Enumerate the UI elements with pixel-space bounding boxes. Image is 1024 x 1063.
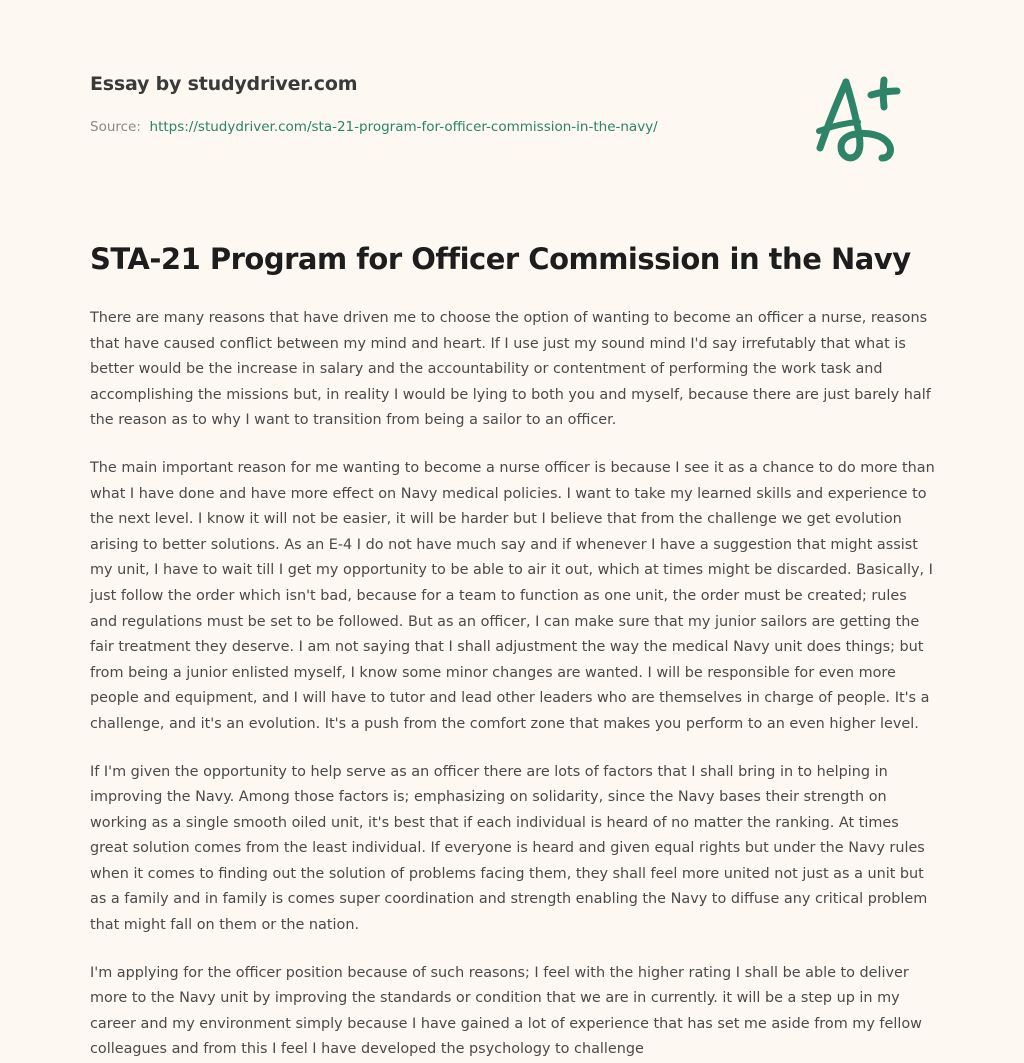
source-label: Source:	[90, 119, 141, 135]
paragraph: If I'm given the opportunity to help serve as an officer there are lots of factors that I shall bring in to helping in improving the Navy. Among those factors is; emphasizing on solidarity, since the Navy bases their strength on working as a single smooth oiled unit, it's best that if each individual is heard of no matter the ranking. At times great solution comes from the least individual. If everyone is heard and given equal rights but under the Navy rules when it comes to finding out the solution of problems facing them, they shall feel more united not just as a unit but as a family and in family is comes super coordination and strength enabling the Navy to diffuse any critical problem that might fall on them or the nation.	[90, 763, 928, 934]
paragraph: There are many reasons that have driven me to choose the option of wanting to become an officer a nurse, reasons that have caused conflict between my mind and heart. If I use just my sound mind I'd say irrefutably that what is better would be the increase in salary and the accountability or contentment of performing the work task and accomplishing the missions but, in reality I would be lying to both you and myself, because there are just barely half the reason as to why I want to transition from being a sailor to an officer.	[90, 310, 931, 429]
source-line	[90, 118, 658, 136]
brand-block	[90, 72, 658, 136]
page-header	[0, 0, 1024, 170]
source-url-link[interactable]: https://studydriver.com/sta-21-program-for-officer-commission-in-the-navy/	[149, 119, 658, 135]
page-title: STA-21 Program for Officer Commission in the Navy	[90, 242, 911, 276]
paragraph: I'm applying for the officer position because of such reasons; I feel with the higher rating I shall be able to deliver more to the Navy unit by improving the standards or condition that we are in currently. it will be a step up in my career and my environment simply because I have gained a lot of experience that has set me aside from my fellow colleagues and from this I feel I have developed the psychology to challenge	[90, 964, 922, 1058]
document-content	[90, 240, 938, 1063]
paragraph: The main important reason for me wanting to become a nurse officer is because I see it as a chance to do more than what I have done and have more effect on Navy medical policies. I want to take my learned skills and experience to the next level. I know it will not be easier, it will be harder but I believe that from the challenge we get evolution arising to better solutions. As an E-4 I do not have much say and if whenever I have a suggestion that might assist my unit, I have to wait till I get my opportunity to be able to air it out, which at times might be discarded. Basically, I just follow the order which isn't bad, because for a team to function as one unit, the order must be created; rules and regulations must be set to be followed. But as an officer, I can make sure that my junior sailors are getting the fair treatment they deserve. I am not saying that I shall adjustment the way the medical Navy unit does things; but from being a junior enlisted myself, I know some minor changes are wanted. I will be responsible for even more people and equipment, and I will have to tutor and lead other leaders who are themselves in charge of people. It's a challenge, and it's an evolution. It's a push from the comfort zone that makes you perform to an even higher level.	[90, 459, 935, 732]
essay-body	[90, 306, 938, 1063]
a-plus-icon	[798, 60, 918, 170]
brand-title: Essay by studydriver.com	[90, 73, 358, 95]
studydriver-logo[interactable]	[798, 60, 918, 170]
